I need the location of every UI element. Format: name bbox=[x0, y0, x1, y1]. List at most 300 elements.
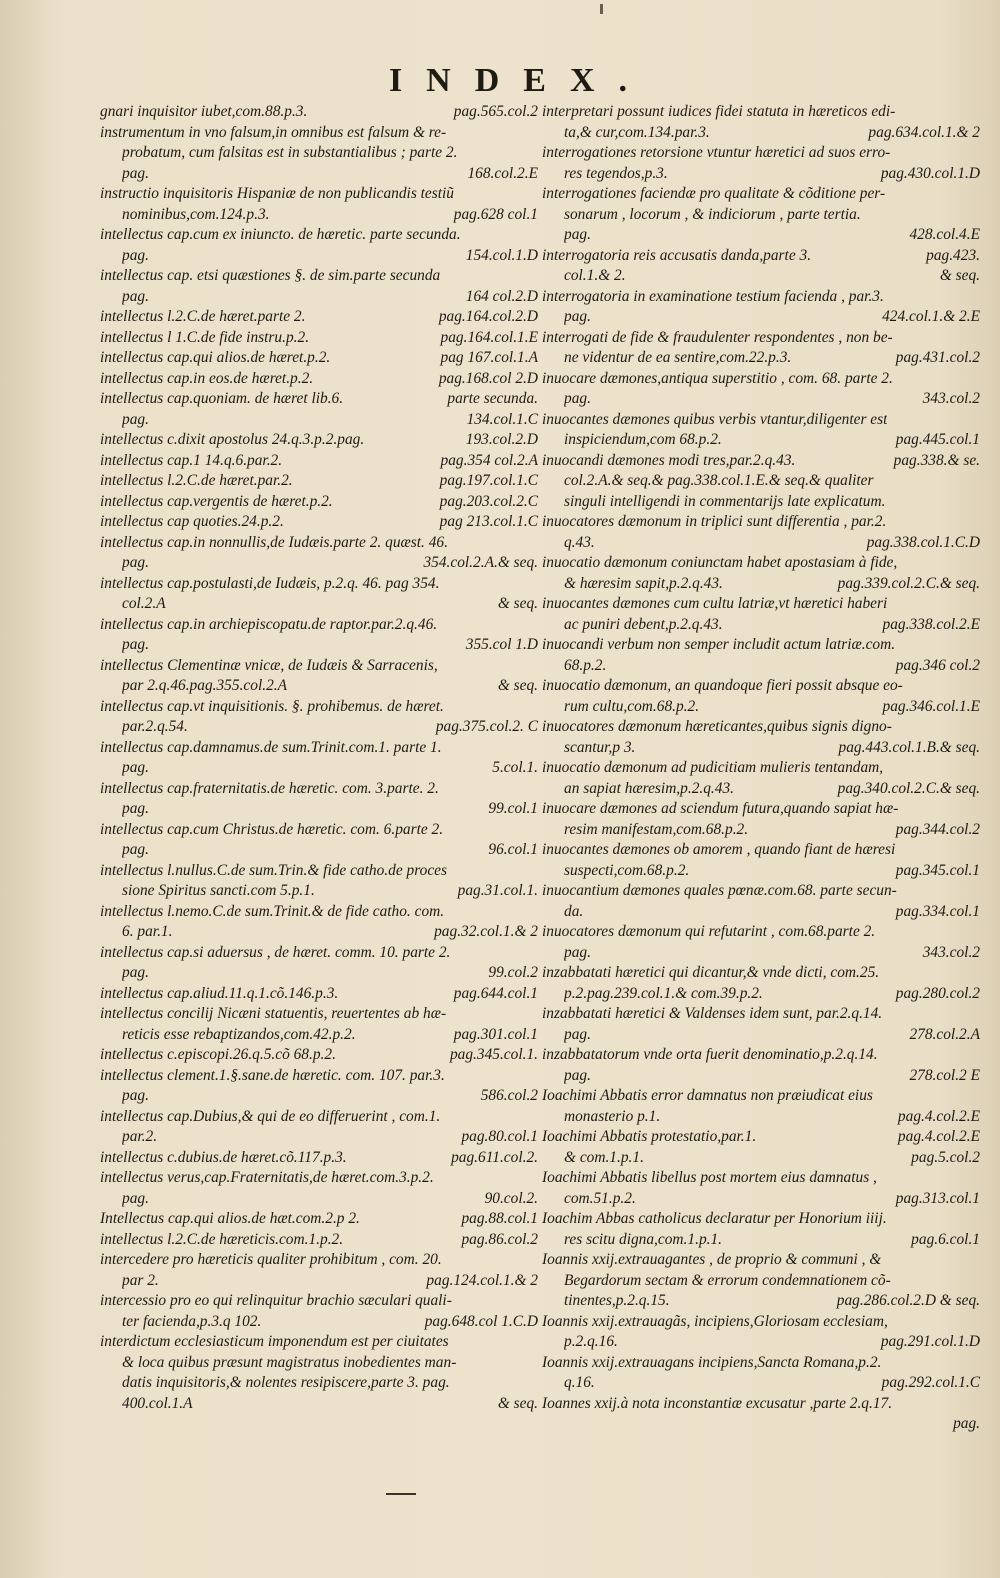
page-reference: pag.334.col.1 bbox=[895, 902, 980, 920]
entry-text: intellectus c.episcopi.26.q.5.cõ 68.p.2. bbox=[100, 1046, 336, 1063]
footer-rule bbox=[386, 1493, 416, 1495]
entry-text: pag. bbox=[122, 164, 149, 182]
entry-text: reticis esse rebaptizandos,com.42.p.2. bbox=[122, 1025, 356, 1043]
entry-text: interrogatoria in examinatione testium facienda , par.3. bbox=[542, 287, 884, 305]
entry-text: col.1.& 2. bbox=[564, 267, 626, 284]
entry-text: probatum, cum falsitas est in substantialibus ; parte 2. bbox=[122, 144, 458, 161]
page-reference: 99.col.1 bbox=[488, 800, 538, 817]
page-reference: pag.346 col.2 bbox=[895, 656, 980, 674]
index-line bbox=[100, 348, 538, 369]
page-reference: 154.col.1.D bbox=[465, 246, 538, 264]
index-line bbox=[100, 1086, 538, 1107]
entry-text: inuocatores dæmonum in triplici sunt differentia , par.2. bbox=[542, 513, 887, 530]
entry-text: inuocatores dæmonum hæreticantes,quibus signis digno- bbox=[542, 718, 892, 735]
index-entry bbox=[100, 225, 538, 266]
index-line bbox=[542, 615, 980, 636]
entry-text: inzabbatati hæretici & Valdenses idem sunt, par.2.q.14. bbox=[542, 1005, 883, 1022]
entry-text: inuocantium dæmones quales pœnæ.com.68. parte secun- bbox=[542, 882, 897, 899]
entry-text: res tegendos,p.3. bbox=[564, 164, 668, 182]
page-reference: pag.164.col.1.E bbox=[440, 328, 538, 346]
index-line bbox=[542, 963, 980, 984]
index-line bbox=[100, 1004, 538, 1025]
index-line bbox=[100, 1230, 538, 1251]
entry-text: col.2.A.& seq.& pag.338.col.1.E.& seq.& qualiter bbox=[564, 472, 874, 489]
entry-text: & hæresim sapit,p.2.q.43. bbox=[564, 574, 723, 592]
index-line bbox=[542, 553, 980, 574]
entry-text: intellectus l 1.C.de fide instru.p.2. bbox=[100, 328, 310, 346]
entry-text: q.43. bbox=[564, 533, 595, 551]
entry-text: intellectus cap.vt inquisitionis. §. prohibemus. de hæret. bbox=[100, 697, 444, 715]
index-line bbox=[100, 1148, 538, 1169]
index-line bbox=[542, 410, 980, 431]
index-entry bbox=[542, 1394, 980, 1435]
index-entry bbox=[100, 266, 538, 307]
page-reference: pag.611.col.2. bbox=[451, 1148, 538, 1166]
entry-text: inuocatio dæmonum, an quandoque fieri possit absque eo- bbox=[542, 677, 903, 694]
entry-text: Ioachimi Abbatis protestatio,par.1. bbox=[542, 1128, 757, 1145]
entry-text: intellectus cap.damnamus.de sum.Trinit.com.1. parte 1. bbox=[100, 738, 442, 756]
index-line bbox=[100, 635, 538, 656]
entry-text: Ioachimi Abbatis libellus post mortem eius damnatus , bbox=[542, 1169, 877, 1186]
entry-text: com.51.p.2. bbox=[564, 1189, 636, 1207]
page-reference: 343.col.2 bbox=[922, 943, 980, 961]
page-reference: & seq. bbox=[497, 677, 538, 694]
index-line bbox=[542, 676, 980, 697]
page-reference: pag.340.col.2.C.& seq. bbox=[837, 779, 980, 797]
page-reference: pag.168.col 2.D bbox=[438, 369, 538, 387]
index-line bbox=[542, 1045, 980, 1066]
index-entry bbox=[100, 902, 538, 943]
entry-text: pag. bbox=[564, 1025, 591, 1043]
index-line bbox=[542, 1066, 980, 1087]
entry-text: p.2.pag.239.col.1.& com.39.p.2. bbox=[564, 984, 763, 1002]
index-entry bbox=[100, 820, 538, 861]
index-line bbox=[100, 1373, 538, 1394]
index-line bbox=[100, 943, 538, 964]
index-entry bbox=[542, 102, 980, 143]
index-entry bbox=[542, 840, 980, 881]
index-line bbox=[542, 143, 980, 164]
entry-text: gnari inquisitor iubet,com.88.p.3. bbox=[100, 103, 308, 120]
index-line bbox=[542, 1107, 980, 1128]
index-entry bbox=[100, 779, 538, 820]
page-reference: pag.338.col.1.C.D bbox=[866, 533, 980, 551]
entry-text: intellectus clement.1.§.sane.de hæretic. com. 107. par.3. bbox=[100, 1066, 445, 1084]
entry-text: & loca quibus præsunt magistratus inobedientes man- bbox=[122, 1353, 457, 1371]
index-line bbox=[542, 820, 980, 841]
entry-text: pag. bbox=[564, 226, 591, 243]
entry-text: nominibus,com.124.p.3. bbox=[122, 205, 270, 223]
index-line bbox=[100, 246, 538, 267]
index-entry bbox=[542, 553, 980, 594]
index-line bbox=[542, 922, 980, 943]
index-line bbox=[542, 1086, 980, 1107]
index-entry bbox=[542, 410, 980, 451]
index-line bbox=[542, 451, 980, 472]
page-reference: pag.286.col.2.D & seq. bbox=[836, 1292, 980, 1309]
index-entry bbox=[542, 676, 980, 717]
index-line bbox=[100, 1189, 538, 1210]
page-reference: pag.280.col.2 bbox=[895, 984, 980, 1002]
index-line bbox=[100, 328, 538, 349]
entry-text: inuocantes dæmones ob amorem , quando fiant de hæresi bbox=[542, 841, 896, 858]
entry-text: intellectus cap.cum Christus.de hæretic. com. 6.parte 2. bbox=[100, 820, 444, 838]
page-reference: pag 167.col.1.A bbox=[440, 349, 538, 366]
index-line bbox=[100, 656, 538, 677]
page-reference: pag.32.col.1.& 2 bbox=[434, 923, 538, 940]
index-entry bbox=[100, 1250, 538, 1291]
index-line bbox=[542, 471, 980, 492]
entry-text: intellectus cap.aliud.11.q.1.cõ.146.p.3. bbox=[100, 984, 339, 1002]
index-line bbox=[542, 1250, 980, 1271]
entry-text: intellectus cap.in archiepiscopatu.de raptor.par.2.q.46. bbox=[100, 615, 438, 633]
page-reference: pag.430.col.1.D bbox=[880, 164, 980, 182]
entry-text: inuocatio dæmonum coniunctam habet apostasiam à fide, bbox=[542, 554, 898, 571]
index-line bbox=[100, 1271, 538, 1292]
index-line bbox=[100, 287, 538, 308]
entry-text: interdictum ecclesiasticum imponendum est per ciuitates bbox=[100, 1333, 449, 1350]
entry-text: intellectus cap.in eos.de hæret.p.2. bbox=[100, 369, 314, 387]
entry-text: par 2. bbox=[122, 1271, 159, 1289]
page-reference: pag.301.col.1 bbox=[453, 1025, 538, 1043]
index-line bbox=[100, 717, 538, 738]
index-line bbox=[100, 430, 538, 451]
index-line bbox=[100, 676, 538, 697]
entry-text: inzabbatatorum vnde orta fuerit denominatio,p.2.q.14. bbox=[542, 1046, 878, 1063]
page-reference: pag.5.col.2 bbox=[911, 1148, 980, 1166]
index-entry bbox=[542, 1312, 980, 1353]
entry-text: intellectus Clementinæ vnicæ, de Iudæis & Sarracenis, bbox=[100, 656, 438, 674]
index-line bbox=[100, 266, 538, 287]
page-reference: 586.col.2 bbox=[480, 1087, 538, 1104]
index-line bbox=[100, 1066, 538, 1087]
entry-text: ta,& cur,com.134.par.3. bbox=[564, 123, 710, 141]
index-line bbox=[100, 594, 538, 615]
index-line bbox=[100, 553, 538, 574]
page-reference: pag.338.col.2.E bbox=[882, 615, 980, 633]
index-entry bbox=[100, 328, 538, 349]
entry-text: singuli intelligendi in commentarijs late explicatum. bbox=[564, 492, 886, 510]
index-entry bbox=[542, 799, 980, 840]
index-line bbox=[100, 1394, 538, 1415]
entry-text: Ioachimi Abbatis error damnatus non præiudicat eius bbox=[542, 1087, 873, 1104]
page-reference: 428.col.4.E bbox=[909, 226, 980, 243]
page-reference: pag.88.col.1 bbox=[461, 1210, 538, 1227]
entry-text: suspecti,com.68.p.2. bbox=[564, 861, 690, 879]
entry-text: Intellectus cap.qui alios.de hæt.com.2.p 2. bbox=[100, 1210, 360, 1227]
page-reference: pag.634.col.1.& 2 bbox=[868, 123, 980, 141]
entry-text: pag. bbox=[122, 800, 149, 817]
index-line bbox=[542, 799, 980, 820]
entry-text: interpretari possunt iudices fidei statuta in hæreticos edi- bbox=[542, 103, 896, 120]
index-entry bbox=[542, 1086, 980, 1127]
entry-text: inuocantes dæmones quibus verbis vtantur,diligenter est bbox=[542, 410, 888, 428]
entry-text: inuocatio dæmonum ad pudicitiam mulieris tentandam, bbox=[542, 759, 884, 776]
index-entry bbox=[100, 1332, 538, 1414]
index-entry bbox=[100, 1045, 538, 1066]
index-entry bbox=[542, 594, 980, 635]
index-entry bbox=[100, 184, 538, 225]
index-entry bbox=[542, 143, 980, 184]
entry-text: intellectus concilij Nicæni statuentis, reuertentes ab hæ- bbox=[100, 1005, 447, 1022]
entry-text: instructio inquisitoris Hispaniæ de non publicandis testiũ bbox=[100, 185, 454, 202]
page-reference: pag.344.col.2 bbox=[895, 820, 980, 838]
index-line bbox=[100, 164, 538, 185]
page-reference: & seq. bbox=[497, 1394, 538, 1412]
page-reference: pag.648.col 1.C.D bbox=[424, 1312, 538, 1330]
entry-text: Begardorum sectam & errorum condemnationem cõ- bbox=[564, 1271, 891, 1289]
index-line bbox=[100, 799, 538, 820]
index-line bbox=[100, 369, 538, 390]
index-line bbox=[542, 307, 980, 328]
index-line bbox=[542, 328, 980, 349]
index-entry bbox=[100, 984, 538, 1005]
index-line bbox=[542, 779, 980, 800]
index-line bbox=[100, 1127, 538, 1148]
page-reference: pag.375.col.2. C bbox=[435, 718, 538, 735]
index-line bbox=[100, 512, 538, 533]
index-entry bbox=[542, 512, 980, 553]
index-entry bbox=[542, 1127, 980, 1168]
page-reference: parte secunda. bbox=[447, 390, 538, 407]
index-line bbox=[100, 1250, 538, 1271]
index-line bbox=[542, 697, 980, 718]
page-reference: 5.col.1. bbox=[492, 759, 538, 776]
entry-text: ac puniri debent,p.2.q.43. bbox=[564, 615, 723, 633]
index-entry bbox=[100, 697, 538, 738]
page-reference: pag.346.col.1.E bbox=[882, 697, 980, 715]
entry-text: intellectus cap.in nonnullis,de Iudæis.parte 2. quæst. 46. bbox=[100, 533, 448, 551]
page-reference: pag.339.col.2.C.& seq. bbox=[837, 574, 980, 592]
index-line bbox=[100, 615, 538, 636]
index-entry bbox=[100, 348, 538, 369]
index-line bbox=[542, 594, 980, 615]
entry-text: datis inquisitoris,& nolentes resipiscere,parte 3. pag. bbox=[122, 1374, 450, 1391]
page-reference: 343.col.2 bbox=[922, 390, 980, 407]
index-line bbox=[100, 225, 538, 246]
index-line bbox=[542, 225, 980, 246]
index-line bbox=[100, 697, 538, 718]
page-reference: 354.col.2.A.& seq. bbox=[423, 554, 538, 571]
entry-text: resim manifestam,com.68.p.2. bbox=[564, 820, 749, 838]
index-line bbox=[100, 922, 538, 943]
entry-text: pag. bbox=[564, 1066, 591, 1084]
entry-text: inuocare dæmones,antiqua superstitio , com. 68. parte 2. bbox=[542, 369, 893, 387]
index-entry bbox=[542, 1045, 980, 1086]
index-line bbox=[100, 205, 538, 226]
index-line bbox=[542, 348, 980, 369]
index-line bbox=[542, 287, 980, 308]
page-reference: pag.124.col.1.& 2 bbox=[426, 1271, 538, 1289]
page-reference: pag.338.& se. bbox=[893, 451, 980, 469]
index-entry bbox=[100, 861, 538, 902]
entry-text: inuocare dæmones ad sciendum futura,quando sapiat hæ- bbox=[542, 800, 899, 817]
entry-text: intellectus cap.postulasti,de Iudæis, p.2.q. 46. pag 354. bbox=[100, 574, 440, 592]
page-reference: 193.col.2.D bbox=[465, 431, 538, 448]
entry-text: intellectus l.2.C.de hæret.parte 2. bbox=[100, 308, 306, 325]
page-reference: pag.423. bbox=[926, 246, 980, 264]
index-line bbox=[542, 1373, 980, 1394]
index-line bbox=[100, 123, 538, 144]
page-reference: 278.col.2 E bbox=[909, 1066, 980, 1084]
index-entry bbox=[100, 451, 538, 472]
page-reference: pag.445.col.1 bbox=[895, 431, 980, 448]
index-line bbox=[100, 984, 538, 1005]
entry-text: intellectus cap.cum ex iniuncto. de hæretic. parte secunda. bbox=[100, 226, 461, 243]
page-reference: pag.345.col.1. bbox=[449, 1046, 538, 1063]
entry-text: inuocandi verbum non semper includit actum latriæ.com. bbox=[542, 636, 896, 653]
index-line bbox=[100, 410, 538, 431]
index-line bbox=[542, 1004, 980, 1025]
entry-text: pag. bbox=[122, 554, 149, 571]
index-line bbox=[542, 717, 980, 738]
page-reference: pag. bbox=[953, 1415, 980, 1432]
index-entry bbox=[542, 451, 980, 513]
entry-text: pag. bbox=[122, 964, 149, 981]
index-line bbox=[542, 840, 980, 861]
index-line bbox=[542, 492, 980, 513]
entry-text: rum cultu,com.68.p.2. bbox=[564, 697, 700, 715]
entry-text: intellectus l.2.C.de hæret.par.2. bbox=[100, 472, 293, 489]
entry-text: intellectus cap quoties.24.p.2. bbox=[100, 513, 284, 530]
index-line bbox=[100, 1168, 538, 1189]
index-line bbox=[542, 635, 980, 656]
entry-text: pag. bbox=[564, 390, 591, 407]
entry-text: sonarum , locorum , & indiciorum , parte tertia. bbox=[564, 205, 861, 223]
index-entry bbox=[100, 492, 538, 513]
index-entry bbox=[542, 1004, 980, 1045]
index-column-right bbox=[542, 102, 980, 1435]
index-line bbox=[542, 1148, 980, 1169]
entry-text: pag. bbox=[122, 1087, 149, 1104]
index-entry bbox=[100, 1148, 538, 1169]
page-reference: pag.443.col.1.B.& seq. bbox=[838, 738, 980, 756]
entry-text: Ioannis xxij.extrauagãs, incipiens,Gloriosam ecclesiam, bbox=[542, 1312, 888, 1330]
entry-text: intellectus cap.Dubius,& qui de eo differuerint , com.1. bbox=[100, 1107, 441, 1125]
entry-text: interrogationes faciendæ pro qualitate & cõditione per- bbox=[542, 185, 886, 202]
index-line bbox=[542, 164, 980, 185]
index-entry bbox=[100, 1291, 538, 1332]
index-line bbox=[542, 984, 980, 1005]
index-line bbox=[542, 1230, 980, 1251]
index-entry bbox=[100, 738, 538, 779]
index-line bbox=[542, 1291, 980, 1312]
index-entry bbox=[542, 963, 980, 1004]
index-line bbox=[100, 963, 538, 984]
entry-text: intellectus verus,cap.Fraternitatis,de hæret.com.3.p.2. bbox=[100, 1169, 434, 1186]
page-header: INDEX. bbox=[388, 62, 652, 99]
index-line bbox=[100, 1025, 538, 1046]
page-reference: pag.313.col.1 bbox=[895, 1189, 980, 1207]
index-line bbox=[100, 184, 538, 205]
entry-text: par 2.q.46.pag.355.col.2.A bbox=[122, 677, 288, 694]
page-reference: pag.4.col.2.E bbox=[897, 1107, 980, 1125]
index-entry bbox=[100, 943, 538, 984]
index-line bbox=[542, 123, 980, 144]
index-entry bbox=[100, 615, 538, 656]
entry-text: sione Spiritus sancti.com 5.p.1. bbox=[122, 882, 315, 899]
entry-text: intellectus cap.vergentis de hæret.p.2. bbox=[100, 492, 333, 510]
index-entry bbox=[542, 1209, 980, 1250]
page-reference: pag.291.col.1.D bbox=[880, 1333, 980, 1350]
entry-text: intercessio pro eo qui relinquitur brachio sæculari quali- bbox=[100, 1292, 452, 1309]
entry-text: res scitu digna,com.1.p.1. bbox=[564, 1230, 723, 1248]
entry-text: intellectus l.nullus.C.de sum.Trin.& fide catho.de proces bbox=[100, 861, 447, 879]
index-line bbox=[542, 430, 980, 451]
entry-text: scantur,p 3. bbox=[564, 738, 636, 756]
page-reference: pag.354 col.2.A bbox=[440, 451, 538, 469]
index-entry bbox=[542, 328, 980, 369]
entry-text: Ioannes xxij.à nota inconstantiæ excusatur ,parte 2.q.17. bbox=[542, 1394, 893, 1412]
page-reference: 168.col.2.E bbox=[467, 164, 538, 182]
page-reference: pag.197.col.1.C bbox=[439, 472, 538, 489]
index-line bbox=[542, 738, 980, 759]
index-line bbox=[100, 102, 538, 123]
index-line bbox=[100, 1312, 538, 1333]
index-entry bbox=[542, 922, 980, 963]
entry-text: inuocatores dæmonum qui refutarint , com.68.parte 2. bbox=[542, 923, 876, 940]
index-line bbox=[542, 102, 980, 123]
index-line bbox=[100, 881, 538, 902]
index-line bbox=[542, 1189, 980, 1210]
entry-text: pag. bbox=[122, 841, 149, 858]
page-reference: & seq. bbox=[497, 595, 538, 612]
entry-text: pag. bbox=[564, 943, 591, 961]
index-entry bbox=[100, 1066, 538, 1107]
index-line bbox=[542, 1312, 980, 1333]
index-entry bbox=[100, 307, 538, 328]
entry-text: pag. bbox=[122, 410, 149, 428]
page-reference: 134.col.1.C bbox=[466, 410, 538, 428]
index-entry bbox=[542, 369, 980, 410]
index-line bbox=[100, 779, 538, 800]
index-entry bbox=[542, 1168, 980, 1209]
entry-text: ne videntur de ea sentire,com.22.p.3. bbox=[564, 349, 792, 366]
entry-text: tinentes,p.2.q.15. bbox=[564, 1292, 670, 1309]
entry-text: interrogati de fide & fraudulenter respondentes , non be- bbox=[542, 328, 893, 346]
page-reference: pag.4.col.2.E bbox=[897, 1128, 980, 1145]
index-line bbox=[542, 1394, 980, 1415]
page-reference: pag.565.col.2 bbox=[453, 103, 538, 120]
index-line bbox=[100, 1045, 538, 1066]
entry-text: Ioachim Abbas catholicus declaratur per Honorium iiij. bbox=[542, 1210, 887, 1227]
page-reference: 424.col.1.& 2.E bbox=[882, 308, 980, 325]
index-line bbox=[542, 246, 980, 267]
index-line bbox=[542, 1271, 980, 1292]
index-line bbox=[542, 881, 980, 902]
index-line bbox=[100, 820, 538, 841]
index-line bbox=[542, 205, 980, 226]
entry-text: pag. bbox=[122, 287, 149, 305]
index-line bbox=[100, 738, 538, 759]
page-reference: pag.644.col.1 bbox=[453, 984, 538, 1002]
entry-text: pag. bbox=[122, 1189, 149, 1207]
index-line bbox=[100, 307, 538, 328]
page-reference: pag.86.col.2 bbox=[461, 1230, 538, 1248]
index-entry bbox=[542, 758, 980, 799]
entry-text: Ioannis xxij.extrauagantes , de proprio & communi , & bbox=[542, 1251, 882, 1268]
index-entry bbox=[542, 246, 980, 287]
index-line bbox=[542, 758, 980, 779]
index-line bbox=[100, 1107, 538, 1128]
index-line bbox=[100, 1291, 538, 1312]
index-entry bbox=[542, 635, 980, 676]
page-reference: pag.31.col.1. bbox=[457, 882, 538, 899]
index-line bbox=[542, 369, 980, 390]
entry-text: intellectus l.2.C.de hæreticis.com.1.p.2. bbox=[100, 1230, 344, 1248]
page-reference: pag.628 col.1 bbox=[453, 205, 538, 223]
entry-text: intellectus cap. etsi quæstiones §. de sim.parte secunda bbox=[100, 267, 441, 284]
